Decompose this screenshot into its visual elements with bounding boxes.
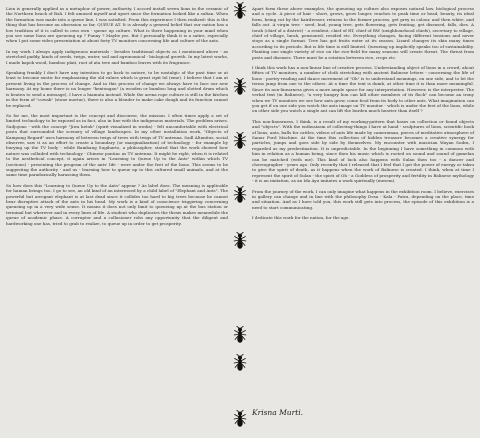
paragraph: I dedicate this work for the nation, for the age.	[252, 215, 350, 221]
paragraph: So for me, the most important is the concept and discourse, the mission. I often times apply a set of limited technology to be exposed as in fact, also in line with the indigenous materials. The problem arises. Sudjojono - with the concept "Jiwa ketok" (spirit visualized in works) - felt uncomfortable with electrical posts that surrounded the scenery of village landscapes. In my other installation work, "Objects of Kampung Regard" uses harmony of between twigs of trees with twigs of TV antenna. Sadl Altanitus, social observer, saw it as an effort to create a boundary (or marginalization) of technology - for example by burying up the TV body - while Bambang Sugiharto, a philosopher, stated that the work showed how nature was colluded with technology - Chinese pontiac as TV antenna. It might be right, when it is related to the aesthetical concept, it again arises in "Learning to Queue Up to the Ants" within which TV (sections) - presenting the program of the ants' life - were under the feet of the lions. This seems to be suggesting the authority - and us - learning how to queue up to this cultured small animals, and at the same time paradoxically harassing them.	[6, 112, 228, 178]
ant-icon	[231, 132, 249, 150]
paragraph: Lion is generally applied as a metaphor of power, authority. I accord install seven lions in the ceramic of the Northern beach of Bali. I felt amused myself and upset since the formation looked like a sultan. When the formation was made into a queue line, I was satisfied. From this experience I then realized: this is the thing that has become an obsession so far, QUEUE AT. It is already a general belief that our nation has a low tradition of it is called to own own - queue up culture. What is there happening in your mind when you see some lions are queueing up ? Funny ? Maybe yes. But I personally think it is a satire, especially when I put some video presentation at about forty TV monitors concerning life and culture of the ants.	[6, 6, 228, 44]
ant-icon	[231, 2, 249, 20]
paragraph: From the journey of the work, I can only imagine what happens in the exhibition room. I believe, exercises in gallery can change and in line with the philosophy Desa - Kala - Patra, depending on the place, time and situation. And as I have told you, this work still gets into process, the episode of this exhibition is a need to start communicating.	[252, 188, 474, 210]
paragraph: I think this work has a non-linear line of creative process. Understanding object of lions in a crowd, about fifties of TV monitors, a number of cloth stretching with ancient Balinese letters - concerning the life of lions - poetry-reading and dance movement of "Oh" is to understand meanings, on one side, and to let the terms jump from one to the others. At a time the text is dumb, at other time it is than more meaningful. Since its non-linearness gives a more ample space for any interpretation. However, is the interpreter. The verbal text (in Balinese), "a very hungry lion can kill other members of its flock" can become an irony when we TV monitors we see how ants grow, come food from its body to other ants. What imagination can you get if on one side you watch the ants image on TV monitor - which is under the feet of the lions, while on other side you watch a single ant can lift the burden much heavier than itself ?	[252, 65, 474, 114]
ant-icon	[231, 186, 249, 204]
ant-icon	[231, 410, 249, 428]
paragraph: In my work I always apply indigenous materials - besides traditional objects as I mentioned above - as stretched paddy, kinds of seeds, twigs, water, soil and agronomical - biological growth. In my latest works, I made kapok wood, bamboo plait, root of ata tree and bamboo leaves with its fragrance.	[6, 48, 228, 65]
paragraph: This non-linearness, I think, is a result of my working-pattern that bases on collection or found objects and "objects". With the enthusiasm of collecting-things I have at hand - sculptures of lions, scientific book of lions, ants, balls for cattles, videos of ants life made by cameraman, pieces of meditative atmosphere of Sanur Ford Machine. At the time this collection of hidden treasure becomes a creative synergy for particles, jumps and goes side by side by themselves. My encounter with musician Wayan Sudra, I regarded as my predestination. It is unpredictable. In the beginning I have something in common with him in relation as a human being, since then his music which is rooted on sound and sound of gamelan can be matched (with me). This kind of luck also happens with Sulan then too - a dancer and choreographer - years ago. Only recently that I released that I feel that I got the power of energy or taksu to give the spirit of death, as it happens when the work of Balinese is created. I think, when at time I represent the spirit of Sulan - the spirit of Oh - a Goddess of prosperity and fertility in Balinese mythology - it is an imitation, as an Ida Ayu imitates a work spiritually (mesem).	[252, 118, 474, 184]
paragraph: So how does this "Learning to Queue Up to the Ants" appear ? As label does. The meaning is applicable for human beings too. I go to see, an old kind of an interessed by a child label of "Elephant and Ants". The powerful but arrogant elephant is at last dead since it collides too hard to big trees because he cannot bear disruptive attack of the ants in his head. My work is a kind of conscience triggering concerning queueing up in a very wide sense. It means it does not only limit to queueing up at the bus station or terminal but wherever and in every lines of life. A student who duplicates the thesis makes meanwhile the queue of academic phase. A corruptor and a collusioner robs any opportunity that the diligent and hardworking one has, tried to grab to realize, to queue up in order to get prosperity.	[6, 182, 228, 226]
ant-icon	[231, 78, 249, 96]
paragraph: Apart form these above examples, the queueing up culture also exposes natural law, biological process and a cycle. A piece of hair - short, grows, grow longer, reaches to peak time or head, beauty, its ideal form, being cut by the hairdresser, returns to the former process, get grey in colour, and then white, and falls out. A virgin tree - seed, bud, young tree, gets flowering, gets fruiting, get diseased, falls, dies. A torah (chief of a district) - a resident, chief of RT, chief of RW (neighbourhood chiefs), secretary to village, chief of village, lurah, pensioned, resided etc. Everything changes, facing different tensions and never stops as a single format. Tree has got fruits enter at its season. Lizard changes its skin many times according to its periods. But is life time is still limited. Queueing up implicitly speaks too of sustainability. Planting one single variety of rice on the rice-field for many seasons will create threat. The threat from pests and diseases. There must be a rotation between rice, crops etc.	[252, 6, 474, 60]
ant-icon	[231, 232, 249, 250]
ant-icon	[231, 326, 249, 344]
author-signature: Krisna Murti.	[252, 408, 304, 417]
left-text-column	[6, 6, 228, 231]
paragraph: Speaking frankly I don't have any intention to go back to nature, to be nostalgic of the past time or at least to become exotic for emphasizing the old values which is great cipit lol (eme). I believe that I am at present living in the process of change. And in this process of change we always have to face our new harmony. At my home there is no longer "kentongan" (a wooden or bamboo long and slotted drum which is beaten to send a message), I have a hiamuta instead. While the arena rope culture is still in the kitchen in the form of "cowak" (stone mortar), there is also a blender to make cake dough and its function cannot be replaced.	[6, 70, 228, 108]
right-text-column	[252, 6, 474, 226]
ant-icon	[231, 354, 249, 372]
ant-gutter	[229, 0, 251, 438]
